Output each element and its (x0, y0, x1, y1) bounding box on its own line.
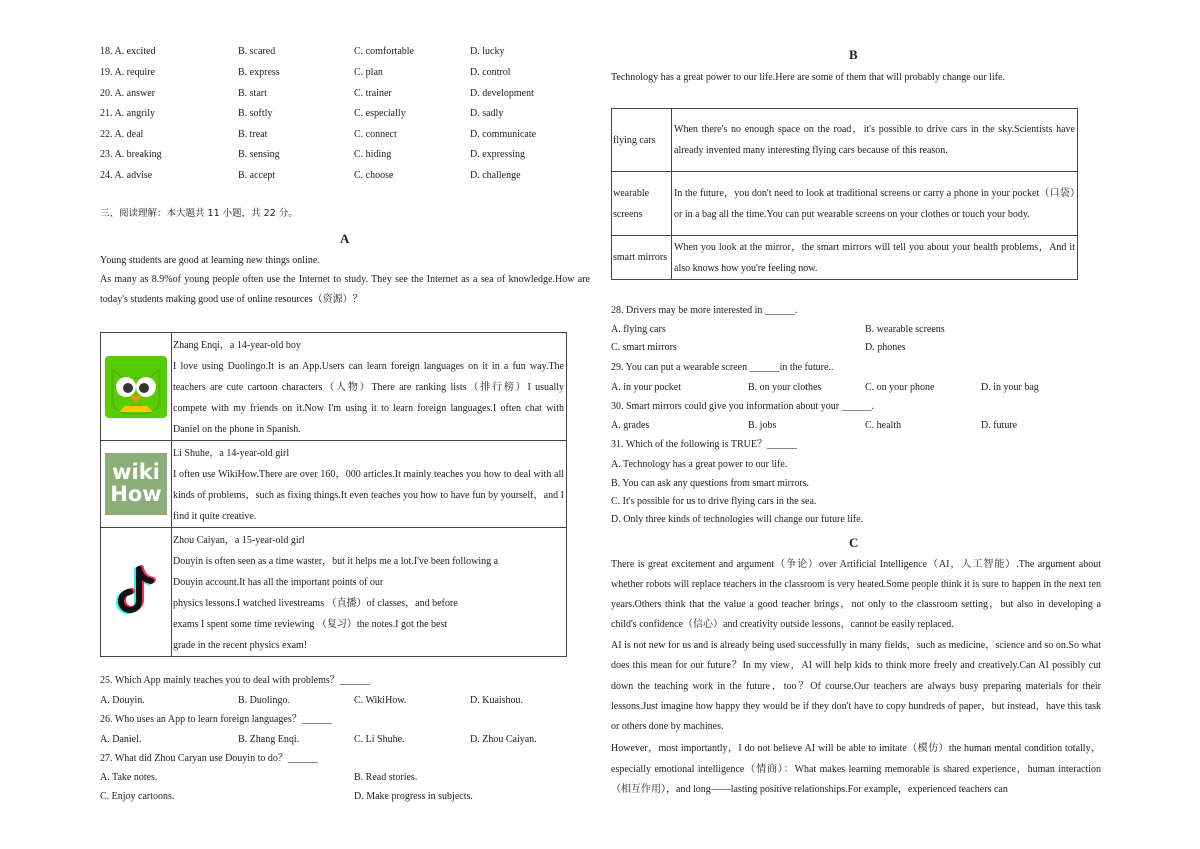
student-text-line: Douyin is often seen as a time waster，but it helps me a lot.I've been following a (173, 556, 499, 567)
logo-cell (101, 333, 172, 441)
option-a[interactable]: A. Take notes. (100, 772, 158, 783)
cloze-option-d[interactable]: D. expressing (470, 149, 525, 160)
cloze-question-row (100, 45, 590, 59)
cloze-option-b[interactable]: B. scared (238, 46, 276, 57)
option-d[interactable]: D. Zhou Caiyan. (470, 734, 537, 745)
option-b[interactable]: B. You can ask any questions from smart mirrors. (611, 478, 810, 489)
question-26-options (100, 733, 590, 747)
logo-text-bottom: How (110, 482, 162, 506)
question-31: 31. Which of the following is TRUE？______ (611, 439, 798, 450)
wikihow-logo (105, 453, 167, 515)
question-26: 26. Who uses an App to learn foreign languages？______ (100, 714, 332, 725)
option-c[interactable]: C. on your phone (865, 382, 935, 393)
table-row (612, 172, 1078, 236)
tech-description: When there's no enough space on the road，it's possible to drive cars in the sky.Scientists have already invented many interesting flying cars because of this reason. (672, 109, 1078, 172)
cloze-option-c[interactable]: C. connect (354, 129, 397, 140)
question-29: 29. You can put a wearable screen ______in the future.. (611, 362, 834, 373)
cloze-option-d[interactable]: D. control (470, 67, 511, 78)
logo-cell (101, 528, 172, 657)
option-d[interactable]: D. Make progress in subjects. (354, 791, 473, 802)
option-b[interactable]: B. Duolingo. (238, 695, 290, 706)
app-entry-douyin (172, 528, 567, 657)
table-row (612, 236, 1078, 280)
passage-a-intro1: Young students are good at learning new things online. (100, 255, 320, 266)
tech-description: When you look at the mirror，the smart mirrors will tell you about your health problems，And it also knows how you're feeling now. (672, 236, 1078, 280)
student-text-line: exams I spent some time reviewing （复习）the notes.I got the best (173, 619, 448, 630)
cloze-question-row (100, 107, 590, 121)
option-b[interactable]: B. wearable screens (865, 324, 945, 335)
table-row (101, 528, 567, 657)
cloze-option-c[interactable]: C. especially (354, 108, 406, 119)
tech-label: flying cars (612, 109, 672, 172)
question-25-options (100, 694, 590, 708)
question-27: 27. What did Zhou Caryan use Douyin to do？______ (100, 753, 318, 764)
cloze-option-b[interactable]: B. express (238, 67, 280, 78)
cloze-option-a[interactable]: 24. A. advise (100, 170, 153, 181)
cloze-option-a[interactable]: 23. A. breaking (100, 149, 162, 160)
option-a[interactable]: A. flying cars (611, 324, 666, 335)
cloze-option-d[interactable]: D. lucky (470, 46, 505, 57)
cloze-option-a[interactable]: 19. A. require (100, 67, 155, 78)
question-25: 25. Which App mainly teaches you to deal with problems？______ (100, 675, 370, 686)
cloze-question-row (100, 148, 590, 162)
section3-heading: 三、阅读理解：本大题共 11 小题，共 22 分。 (100, 208, 298, 219)
option-a[interactable]: A. Technology has a great power to our life. (611, 459, 788, 470)
option-c[interactable]: C. Enjoy cartoons. (100, 791, 175, 802)
question-29-options (611, 381, 1103, 395)
cloze-option-c[interactable]: C. comfortable (354, 46, 414, 57)
option-d[interactable]: D. Only three kinds of technologies will change our future life. (611, 514, 864, 525)
option-c[interactable]: C. health (865, 420, 902, 431)
passage-b-label: B (849, 47, 858, 62)
student-text: I often use WikiHow.There are over 160，000 articles.It mainly teaches you how to deal with all kinds of problems，such as fixing things.It even teaches you how to have fun by yourself，and I find it quite creative. (173, 469, 564, 522)
passage-c-paragraph-2: AI is not new for us and is already being used successfully in many fields，such as medicine，science and so on.So what does this mean for our future？In my view，AI will help kids to think more freely and creatively.Can AI possibly cut down the teaching work in the future，too？Of course.Our teachers are always busy preparing materials for their lessons.Just imagine how happy they would be if they don't have to copy hundreds of paper，but instead，have this task or others done by machines. (611, 640, 1101, 733)
table-row (612, 109, 1078, 172)
question-30-options (611, 419, 1103, 433)
cloze-option-b[interactable]: B. treat (238, 129, 268, 140)
passage-b-intro: Technology has a great power to our life.Here are some of them that will probably change our life. (611, 72, 1005, 83)
cloze-option-a[interactable]: 22. A. deal (100, 129, 144, 140)
tiktok-note-icon (105, 561, 167, 623)
option-d[interactable]: D. in your bag (981, 382, 1039, 393)
cloze-option-b[interactable]: B. accept (238, 170, 276, 181)
option-c[interactable]: C. WikiHow. (354, 695, 407, 706)
option-b[interactable]: B. on your clothes (748, 382, 822, 393)
cloze-question-row (100, 128, 590, 142)
cloze-question-row (100, 87, 590, 101)
cloze-option-d[interactable]: D. communicate (470, 129, 537, 140)
student-text: I love using Duolingo.It is an App.Users can learn foreign languages on it in a fun way.The teachers are cute cartoon characters（人物）There are ranking lists（排行榜）I usually compete with my friends on it.Now I'm using it to learn foreign languages.I often chat with Daniel on the phone in Spanish. (173, 361, 564, 435)
student-text-line: grade in the recent physics exam! (173, 640, 308, 651)
option-c[interactable]: C. smart mirrors (611, 342, 677, 353)
tech-description: In the future，you don't need to look at traditional screens or carry a phone in your pocket（口袋）or in a bag all the time.You can put wearable screens on your clothes or touch your body. (672, 172, 1078, 236)
duolingo-owl-icon (105, 356, 167, 418)
option-d[interactable]: D. future (981, 420, 1018, 431)
option-a[interactable]: A. grades (611, 420, 650, 431)
question-30: 30. Smart mirrors could give you information about your ______. (611, 401, 875, 412)
question-27-options-2 (100, 790, 590, 804)
option-d[interactable]: D. Kuaishou. (470, 695, 524, 706)
option-a[interactable]: A. Douyin. (100, 695, 145, 706)
option-b[interactable]: B. Zhang Enqi. (238, 734, 300, 745)
student-name: Zhou Caiyan，a 15-year-old girl (173, 535, 305, 546)
cloze-option-c[interactable]: C. hiding (354, 149, 392, 160)
option-c[interactable]: C. It's possible for us to drive flying cars in the sea. (611, 496, 817, 507)
student-name: Li Shuhe，a 14-year-old girl (173, 448, 290, 459)
cloze-option-c[interactable]: C. plan (354, 67, 383, 78)
cloze-option-a[interactable]: 20. A. answer (100, 88, 155, 99)
passage-c-paragraph-3: However，most importantly，I do not believe AI will be able to imitate（模仿）the human mental condition totally，especially emotional intelligence（情商）：What makes learning memorable is shared experience，human interaction（相互作用），and long——lasting positive relationships.For example，experienced teachers can (611, 743, 1101, 795)
option-a[interactable]: A. Daniel. (100, 734, 142, 745)
question-28-options-2 (611, 341, 1103, 355)
question-27-options-1 (100, 771, 590, 785)
passage-a-intro2: As many as 8.9%of young people often use the Internet to study. They see the Internet as a sea of knowledge.How are today's students making good use of online resources（资源）？ (100, 274, 590, 305)
cloze-question-row (100, 66, 590, 80)
tech-label: wearable screens (612, 172, 672, 236)
cloze-option-d[interactable]: D. development (470, 88, 534, 99)
option-b[interactable]: B. jobs (748, 420, 777, 431)
app-entry-wikihow (172, 441, 567, 528)
question-28: 28. Drivers may be more interested in ______. (611, 305, 798, 316)
cloze-option-b[interactable]: B. sensing (238, 149, 280, 160)
logo-text-top: wiki (112, 460, 160, 484)
passage-c-label: C (849, 535, 859, 550)
technology-table (611, 108, 1078, 280)
option-a[interactable]: A. in your pocket (611, 382, 681, 393)
student-text-line: physics lessons.I watched livestreams （直播）of classes，and before (173, 598, 458, 609)
app-entry-duolingo (172, 333, 567, 441)
cloze-option-b[interactable]: B. start (238, 88, 267, 99)
option-d[interactable]: D. phones (865, 342, 906, 353)
tech-label: smart mirrors (612, 236, 672, 280)
option-b[interactable]: B. Read stories. (354, 772, 418, 783)
cloze-option-c[interactable]: C. trainer (354, 88, 392, 99)
cloze-option-c[interactable]: C. choose (354, 170, 394, 181)
option-c[interactable]: C. Li Shuhe. (354, 734, 405, 745)
cloze-option-b[interactable]: B. softly (238, 108, 273, 119)
cloze-option-a[interactable]: 18. A. excited (100, 46, 156, 57)
logo-cell (101, 441, 172, 528)
cloze-option-d[interactable]: D. challenge (470, 170, 521, 181)
student-name: Zhang Enqi，a 14-year-old boy (173, 340, 301, 351)
passage-a-label: A (340, 231, 350, 246)
table-row (101, 333, 567, 441)
student-text-line: Douyin account.It has all the important points of our (173, 577, 384, 588)
question-28-options-1 (611, 323, 1103, 337)
table-row (101, 441, 567, 528)
cloze-option-d[interactable]: D. sadly (470, 108, 504, 119)
cloze-question-row (100, 169, 590, 183)
apps-table (100, 332, 567, 657)
cloze-option-a[interactable]: 21. A. angrily (100, 108, 155, 119)
passage-c-paragraph-1: There is great excitement and argument（争论）over Artificial Intelligence（AI，人工智能）.The argument about whether robots will replace teachers in the classroom is very heated.Some people think it is sure to happen in the next ten years.Others think that the value a good teacher brings，not only to the classroom setting，but also in developing a child's confidence（信心）and creativity outside lessons，cannot be easily replaced. (611, 559, 1101, 630)
